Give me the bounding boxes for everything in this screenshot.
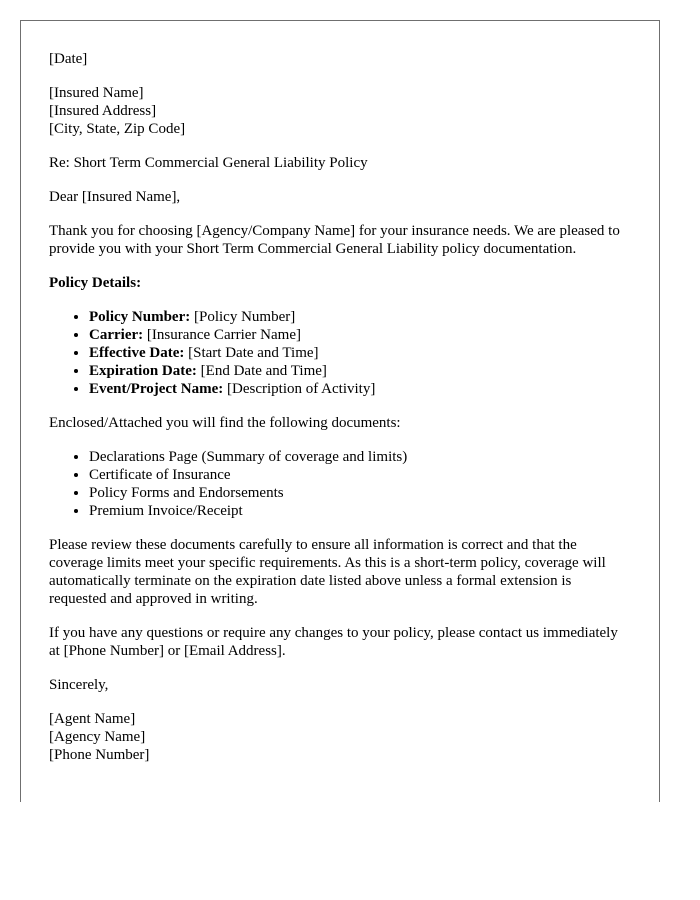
policy-detail-label: Policy Number: <box>89 309 191 325</box>
recipient-address-block <box>49 84 631 138</box>
policy-details-list <box>49 308 631 398</box>
review-paragraph: Please review these documents carefully to ensure all information is correct and that the coverage limits meet your specific requirements. As this is a short-term policy, coverage will automatically terminate on the expiration date listed above unless a formal extension is requested and approved in writing. <box>49 537 606 607</box>
recipient-address: [Insured Address] <box>49 103 157 119</box>
policy-detail-item <box>89 344 631 362</box>
signature-phone: [Phone Number] <box>49 747 150 763</box>
policy-detail-label: Carrier: <box>89 327 144 343</box>
policy-detail-value: [Start Date and Time] <box>188 345 319 361</box>
policy-detail-value: [Insurance Carrier Name] <box>146 327 301 343</box>
policy-detail-item <box>89 380 631 398</box>
document-item: • Policy Forms and Endorsements <box>89 484 631 502</box>
policy-detail-label: Expiration Date: <box>89 363 197 379</box>
subject-line: Re: Short Term Commercial General Liability Policy <box>49 155 368 171</box>
contact-paragraph: If you have any questions or require any changes to your policy, please contact us immediately at [Phone Number] or [Email Address]. <box>49 625 618 659</box>
letter-date: [Date] <box>49 51 88 67</box>
salutation: Dear [Insured Name], <box>49 189 181 205</box>
recipient-name: [Insured Name] <box>49 85 144 101</box>
recipient-city-state-zip: [City, State, Zip Code] <box>49 121 186 137</box>
intro-paragraph: Thank you for choosing [Agency/Company Name] for your insurance needs. We are pleased to provide you with your Short Term Commercial General Liability policy documentation. <box>49 223 620 257</box>
policy-detail-value: [Policy Number] <box>193 309 296 325</box>
policy-detail-item <box>89 362 631 380</box>
documents-list <box>49 448 631 520</box>
policy-detail-label: Event/Project Name: <box>89 381 224 397</box>
policy-detail-label: Effective Date: <box>89 345 185 361</box>
signature-block <box>49 710 631 764</box>
document-item: • Declarations Page (Summary of coverage and limits) <box>89 448 631 466</box>
signature-agent-name: [Agent Name] <box>49 711 136 727</box>
policy-detail-item <box>89 326 631 344</box>
policy-detail-value: [End Date and Time] <box>200 363 327 379</box>
signature-agency-name: [Agency Name] <box>49 729 146 745</box>
policy-details-heading: Policy Details: <box>49 275 142 291</box>
policy-detail-item <box>89 308 631 326</box>
closing: Sincerely, <box>49 677 109 693</box>
document-item: • Premium Invoice/Receipt <box>89 502 631 520</box>
document-item: • Certificate of Insurance <box>89 466 631 484</box>
documents-intro: Enclosed/Attached you will find the following documents: <box>49 415 401 431</box>
policy-detail-value: [Description of Activity] <box>227 381 376 397</box>
letter-document <box>20 20 660 802</box>
